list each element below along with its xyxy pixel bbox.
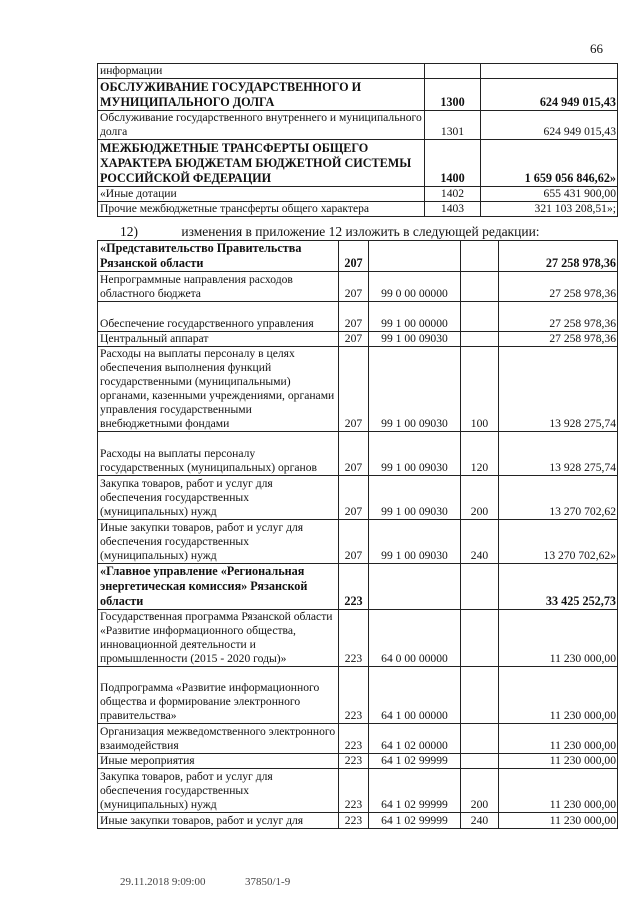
amount-cell: 13 270 702,62» <box>499 520 618 564</box>
target-article-code-cell: 99 1 00 09030 <box>369 520 461 564</box>
expense-type-code-cell <box>461 610 499 667</box>
department-code-cell: 207 <box>339 241 369 272</box>
expenditure-name-cell: Центральный аппарат <box>98 332 339 347</box>
expense-type-code-cell: 240 <box>461 813 499 829</box>
department-code-cell: 207 <box>339 347 369 432</box>
table-row <box>98 347 618 432</box>
instruction-text: изменения в приложение 12 изложить в следующей редакции: <box>181 224 540 239</box>
table-row <box>98 140 618 187</box>
amount-cell: 624 949 015,43 <box>481 111 618 140</box>
amount-cell: 27 258 978,36 <box>499 272 618 302</box>
table-row <box>98 79 618 111</box>
amount-cell: 11 230 000,00 <box>499 610 618 667</box>
department-code-cell: 223 <box>339 769 369 813</box>
amount-cell: 624 949 015,43 <box>481 79 618 111</box>
page-number: 66 <box>590 41 603 56</box>
amount-cell: 321 103 208,51»; <box>481 202 618 217</box>
table-row <box>98 111 618 140</box>
table-row <box>98 302 618 332</box>
expenditure-name-cell: Государственная программа Рязанской области «Развитие информационного общества, инновационной деятельности и промышленности (2015 - 2020 годы)» <box>98 610 339 667</box>
table-row <box>98 272 618 302</box>
amount-cell: 11 230 000,00 <box>499 667 618 724</box>
department-code-cell: 207 <box>339 302 369 332</box>
section-code-cell <box>425 64 481 79</box>
section-name-cell: МЕЖБЮДЖЕТНЫЕ ТРАНСФЕРТЫ ОБЩЕГО ХАРАКТЕРА БЮДЖЕТАМ БЮДЖЕТНОЙ СИСТЕМЫ РОССИЙСКОЙ ФЕДЕРАЦИИ <box>98 140 425 187</box>
amount-cell: 27 258 978,36 <box>499 241 618 272</box>
department-code-cell: 223 <box>339 564 369 610</box>
table-row <box>98 476 618 520</box>
amount-cell: 27 258 978,36 <box>499 332 618 347</box>
target-article-code-cell: 99 0 00 00000 <box>369 272 461 302</box>
target-article-code-cell: 99 1 00 00000 <box>369 302 461 332</box>
expense-type-code-cell <box>461 241 499 272</box>
section-code-cell: 1300 <box>425 79 481 111</box>
expenditure-name-cell: Закупка товаров, работ и услуг для обеспечения государственных (муниципальных) нужд <box>98 476 339 520</box>
expenditure-name-cell: Иные закупки товаров, работ и услуг для <box>98 813 339 829</box>
target-article-code-cell <box>369 564 461 610</box>
expense-type-code-cell <box>461 667 499 724</box>
table-row <box>98 667 618 724</box>
table-row <box>98 187 618 202</box>
department-code-cell: 223 <box>339 610 369 667</box>
table-row <box>98 432 618 476</box>
expense-type-code-cell: 100 <box>461 347 499 432</box>
departmental-expenditure-table <box>97 240 618 829</box>
footer-timestamp: 29.11.2018 9:09:00 <box>120 876 206 888</box>
table-row <box>98 754 618 769</box>
amount-cell: 27 258 978,36 <box>499 302 618 332</box>
expenditure-name-cell: Обеспечение государственного управления <box>98 302 339 332</box>
section-code-cell: 1402 <box>425 187 481 202</box>
target-article-code-cell: 99 1 00 09030 <box>369 347 461 432</box>
department-code-cell: 207 <box>339 272 369 302</box>
expense-type-code-cell <box>461 272 499 302</box>
budget-sections-table <box>97 63 618 217</box>
target-article-code-cell: 64 1 00 00000 <box>369 667 461 724</box>
expenditure-name-cell: Закупка товаров, работ и услуг для обеспечения государственных (муниципальных) нужд <box>98 769 339 813</box>
amount-cell: 33 425 252,73 <box>499 564 618 610</box>
expense-type-code-cell: 240 <box>461 520 499 564</box>
target-article-code-cell: 99 1 00 09030 <box>369 476 461 520</box>
section-name-cell: Прочие межбюджетные трансферты общего характера <box>98 202 425 217</box>
department-code-cell: 223 <box>339 813 369 829</box>
table-row <box>98 724 618 754</box>
expense-type-code-cell <box>461 564 499 610</box>
section-code-cell: 1403 <box>425 202 481 217</box>
table-row <box>98 332 618 347</box>
table-row <box>98 610 618 667</box>
expense-type-code-cell <box>461 724 499 754</box>
department-code-cell: 223 <box>339 724 369 754</box>
expenditure-name-cell: Иные мероприятия <box>98 754 339 769</box>
table-row <box>98 202 618 217</box>
expenditure-name-cell: «Представительство Правительства Рязанской области <box>98 241 339 272</box>
section-name-cell: «Иные дотации <box>98 187 425 202</box>
expense-type-code-cell <box>461 754 499 769</box>
amount-cell: 13 928 275,74 <box>499 432 618 476</box>
table-row <box>98 813 618 829</box>
target-article-code-cell: 64 1 02 99999 <box>369 813 461 829</box>
section-name-cell: Обслуживание государственного внутреннего и муниципального долга <box>98 111 425 140</box>
expense-type-code-cell: 200 <box>461 476 499 520</box>
expense-type-code-cell <box>461 332 499 347</box>
expense-type-code-cell <box>461 302 499 332</box>
expenditure-name-cell: Подпрограмма «Развитие информационного общества и формирование электронного правительства» <box>98 667 339 724</box>
target-article-code-cell: 64 1 02 99999 <box>369 769 461 813</box>
target-article-code-cell: 99 1 00 09030 <box>369 432 461 476</box>
instruction-number: 12) <box>120 224 138 239</box>
table-row <box>98 769 618 813</box>
department-code-cell: 207 <box>339 520 369 564</box>
expenditure-name-cell: Иные закупки товаров, работ и услуг для обеспечения государственных (муниципальных) нужд <box>98 520 339 564</box>
amount-cell: 13 928 275,74 <box>499 347 618 432</box>
amount-cell: 1 659 056 846,62» <box>481 140 618 187</box>
table-row <box>98 241 618 272</box>
footer-document-id: 37850/1-9 <box>245 876 291 888</box>
section-code-cell: 1400 <box>425 140 481 187</box>
amount-cell: 655 431 900,00 <box>481 187 618 202</box>
amount-cell: 11 230 000,00 <box>499 754 618 769</box>
expense-type-code-cell: 200 <box>461 769 499 813</box>
target-article-code-cell <box>369 241 461 272</box>
section-name-cell: ОБСЛУЖИВАНИЕ ГОСУДАРСТВЕННОГО И МУНИЦИПАЛЬНОГО ДОЛГА <box>98 79 425 111</box>
target-article-code-cell: 64 1 02 00000 <box>369 724 461 754</box>
target-article-code-cell: 64 0 00 00000 <box>369 610 461 667</box>
amount-cell: 11 230 000,00 <box>499 724 618 754</box>
expenditure-name-cell: «Главное управление «Региональная энергетическая комиссия» Рязанской области <box>98 564 339 610</box>
expenditure-name-cell: Организация межведомственного электронного взаимодействия <box>98 724 339 754</box>
amount-cell: 11 230 000,00 <box>499 813 618 829</box>
amount-cell: 13 270 702,62 <box>499 476 618 520</box>
expenditure-name-cell: Расходы на выплаты персоналу государственных (муниципальных) органов <box>98 432 339 476</box>
expenditure-name-cell: Расходы на выплаты персоналу в целях обеспечения выполнения функций государственными (муниципальными) органами, казенными учреждениями, органами управления государственными внебюджетными фондами <box>98 347 339 432</box>
table-row <box>98 564 618 610</box>
expenditure-name-cell: Непрограммные направления расходов областного бюджета <box>98 272 339 302</box>
amount-cell <box>481 64 618 79</box>
target-article-code-cell: 64 1 02 99999 <box>369 754 461 769</box>
amount-cell: 11 230 000,00 <box>499 769 618 813</box>
amendment-instruction <box>120 224 540 240</box>
department-code-cell: 223 <box>339 754 369 769</box>
department-code-cell: 207 <box>339 432 369 476</box>
department-code-cell: 207 <box>339 476 369 520</box>
table-row <box>98 64 618 79</box>
expense-type-code-cell: 120 <box>461 432 499 476</box>
table-row <box>98 520 618 564</box>
department-code-cell: 207 <box>339 332 369 347</box>
target-article-code-cell: 99 1 00 09030 <box>369 332 461 347</box>
section-name-cell: информации <box>98 64 425 79</box>
section-code-cell: 1301 <box>425 111 481 140</box>
department-code-cell: 223 <box>339 667 369 724</box>
